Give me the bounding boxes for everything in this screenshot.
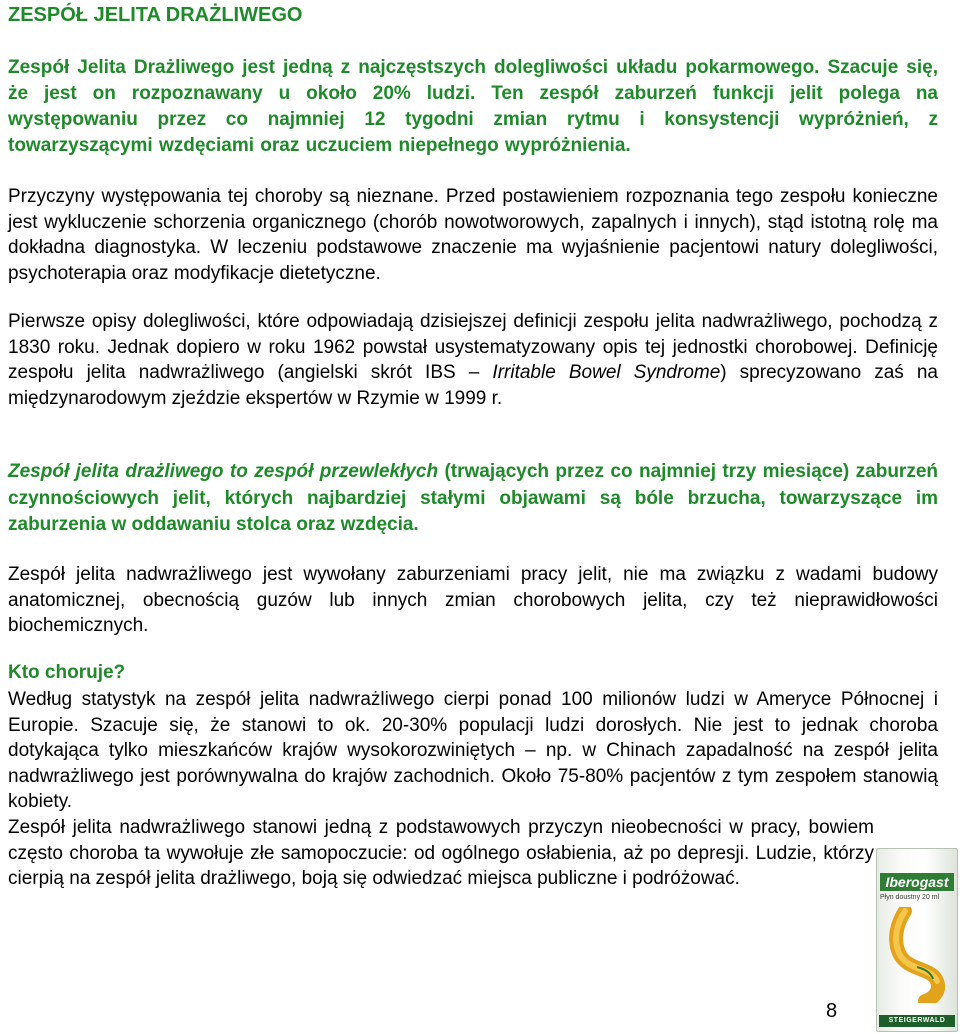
history-italic-term: Irritable Bowel Syndrome [492, 362, 721, 383]
who-paragraph-2: Zespół jelita nadwrażliwego stanowi jedną z podstawowych przyczyn nieobecności w pracy, bowiem często choroba ta wywołuje złe samopoczucie: od ogólnego osłabienia, aż po depresji. Ludzie, którzy cierpią na zespół jelita drażliwego, boją się odwiedzać miejsca publiczne i podróżować. [8, 817, 874, 889]
definition-lead: Zespół jelita drażliwego to zespół przewlekłych [8, 461, 439, 482]
definition-rest: (trwających przez co najmniej trzy miesiące) zaburzeń czynnościowych jelit, których najbardziej stałymi objawami są bóle brzucha, towarzyszące im zaburzenia w oddawaniu stolca oraz wzdęcia. [8, 461, 938, 535]
product-maker: STEIGERWALD [879, 1015, 955, 1027]
history-text-before: Pierwsze opisy dolegliwości, które odpowiadają dzisiejszej definicji zespołu jelita nadwrażliwego, pochodzą z 1830 roku. Jednak dopiero w roku 1962 powstał usystematyzowany opis tej jednostki chorobowej. Definicję zespołu jelita nadwrażliwego (angielski skrót IBS – [8, 311, 938, 383]
stomach-icon [887, 907, 949, 1003]
cause-paragraph: Zespół jelita nadwrażliwego jest wywołany zaburzeniami pracy jelit, nie ma związku z wadami budowy anatomicznej, obecnością guzów lub innych zmian chorobowych jelita, czy też nieprawidłowości biochemicznych. [8, 564, 938, 636]
intro-paragraph: Zespół Jelita Drażliwego jest jedną z najczęstszych dolegliwości układu pokarmowego. Szacuje się, że jest on rozpoznawany u około 20% ludzi. Ten zespół zaburzeń funkcji jelit polega na występowaniu przez co najmniej 12 tygodni zmian rytmu i konsystencji wypróżnień, z towarzyszącymi wzdęciami oraz uczuciem niepełnego wypróżnienia. [8, 57, 938, 156]
product-package-image [876, 848, 958, 1032]
who-heading: Kto choruje? [8, 662, 126, 683]
definition-paragraph [8, 459, 938, 539]
page-title: ZESPÓŁ JELITA DRAŻLIWEGO [8, 4, 303, 26]
page-number: 8 [826, 1000, 838, 1022]
history-paragraph [8, 309, 938, 411]
product-brand: Iberogast [880, 873, 954, 891]
causes-paragraph: Przyczyny występowania tej choroby są nieznane. Przed postawieniem rozpoznania tego zespołu konieczne jest wykluczenie schorzenia organicznego (chorób nowotworowych, zapalnych i innych), stąd istotną rolę ma dokładna diagnostyka. W leczeniu podstawowe znaczenie ma wyjaśnienie pacjentowi natury dolegliwości, psychoterapia oraz modyfikacje dietetyczne. [8, 186, 938, 284]
product-subtitle: Płyn doustny 20 ml [880, 894, 940, 901]
who-paragraph-1: Według statystyk na zespół jelita nadwrażliwego cierpi ponad 100 milionów ludzi w Ameryce Północnej i Europie. Szacuje się, że stanowi to ok. 20-30% populacji ludzi dorosłych. Nie jest to jednak choroba dotykająca tylko mieszkańców krajów wysokorozwiniętych – np. w Chinach zapadalność na zespół jelita nadwrażliwego jest porównywalna do krajów zachodnich. Około 75-80% pacjentów z tym zespołem stanowią kobiety. [8, 689, 938, 812]
history-text-after: ) sprecyzowano zaś na międzynarodowym zjeździe ekspertów w Rzymie w 1999 r. [8, 362, 938, 409]
